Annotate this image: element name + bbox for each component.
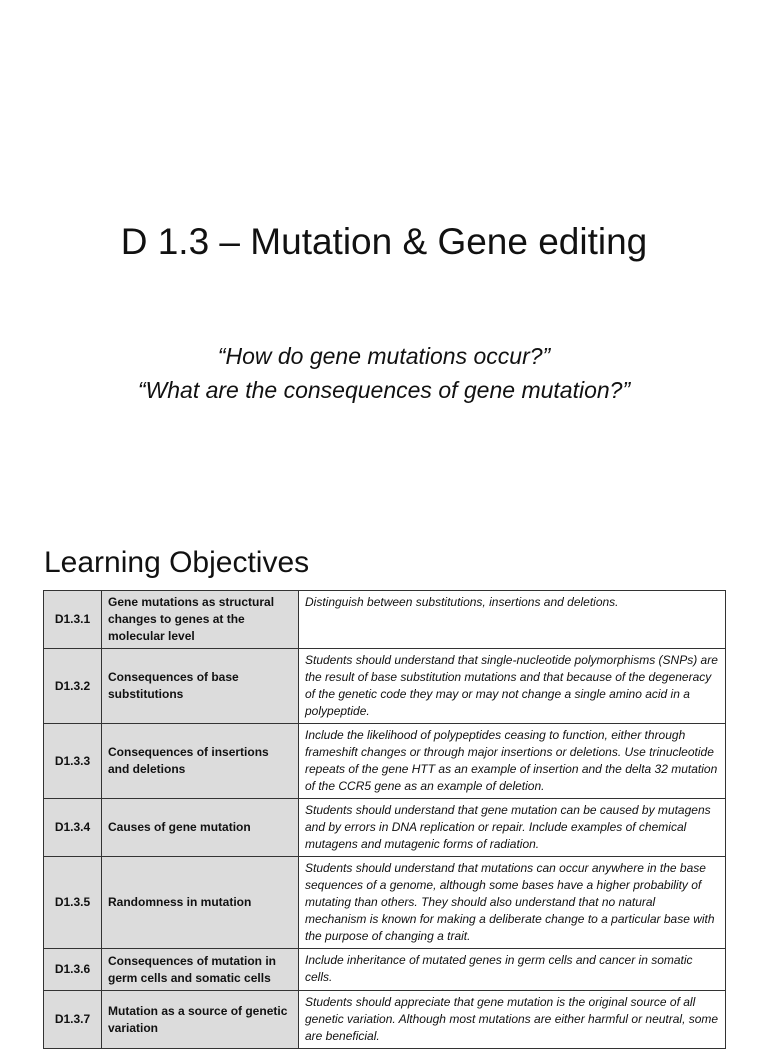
objective-detail: Students should understand that mutations can occur anywhere in the base sequences of a genome, although some bases have a higher probability of mutating than others. They should also understand that no natural mechanism is known for making a deliberate change to a particular base with the purpose of changing a trait. <box>299 857 726 949</box>
table-row <box>44 949 726 991</box>
objectives-table <box>43 590 726 1049</box>
table-row <box>44 649 726 724</box>
objective-topic: Consequences of insertions and deletions <box>102 724 299 799</box>
objective-detail: Students should appreciate that gene mutation is the original source of all genetic variation. Although most mutations are either harmful or neutral, some are beneficial. <box>299 991 726 1049</box>
objective-topic: Mutation as a source of genetic variation <box>102 991 299 1049</box>
objective-code: D1.3.7 <box>44 991 102 1049</box>
table-row <box>44 591 726 649</box>
slide-title: D 1.3 – Mutation & Gene editing <box>120 221 648 262</box>
objective-code: D1.3.2 <box>44 649 102 724</box>
objective-detail: Include the likelihood of polypeptides ceasing to function, either through frameshift changes or through major insertions or deletions. Use trinucleotide repeats of the gene HTT as an example of insertion and the delta 32 mutation of the CCR5 gene as an example of deletion. <box>299 724 726 799</box>
objective-code: D1.3.1 <box>44 591 102 649</box>
table-row <box>44 857 726 949</box>
objective-topic: Consequences of base substitutions <box>102 649 299 724</box>
objective-topic: Causes of gene mutation <box>102 799 299 857</box>
guiding-question: “What are the consequences of gene mutation?” <box>137 377 631 403</box>
objective-code: D1.3.6 <box>44 949 102 991</box>
objective-topic: Gene mutations as structural changes to genes at the molecular level <box>102 591 299 649</box>
objective-detail: Students should understand that gene mutation can be caused by mutagens and by errors in DNA replication or repair. Include examples of chemical mutagens and mutagenic forms of radiation. <box>299 799 726 857</box>
table-row <box>44 724 726 799</box>
objective-code: D1.3.4 <box>44 799 102 857</box>
objective-detail: Include inheritance of mutated genes in germ cells and cancer in somatic cells. <box>299 949 726 991</box>
objectives-heading: Learning Objectives <box>44 546 310 579</box>
guiding-question: “How do gene mutations occur?” <box>217 343 551 369</box>
objective-detail: Distinguish between substitutions, insertions and deletions. <box>299 591 726 649</box>
table-row <box>44 799 726 857</box>
guiding-questions <box>0 339 768 407</box>
table-row <box>44 991 726 1049</box>
objective-topic: Consequences of mutation in germ cells and somatic cells <box>102 949 299 991</box>
objective-code: D1.3.5 <box>44 857 102 949</box>
objective-topic: Randomness in mutation <box>102 857 299 949</box>
objective-detail: Students should understand that single-nucleotide polymorphisms (SNPs) are the result of base substitution mutations and that because of the degeneracy of the genetic code they may or may not change a single amino acid in a polypeptide. <box>299 649 726 724</box>
objective-code: D1.3.3 <box>44 724 102 799</box>
